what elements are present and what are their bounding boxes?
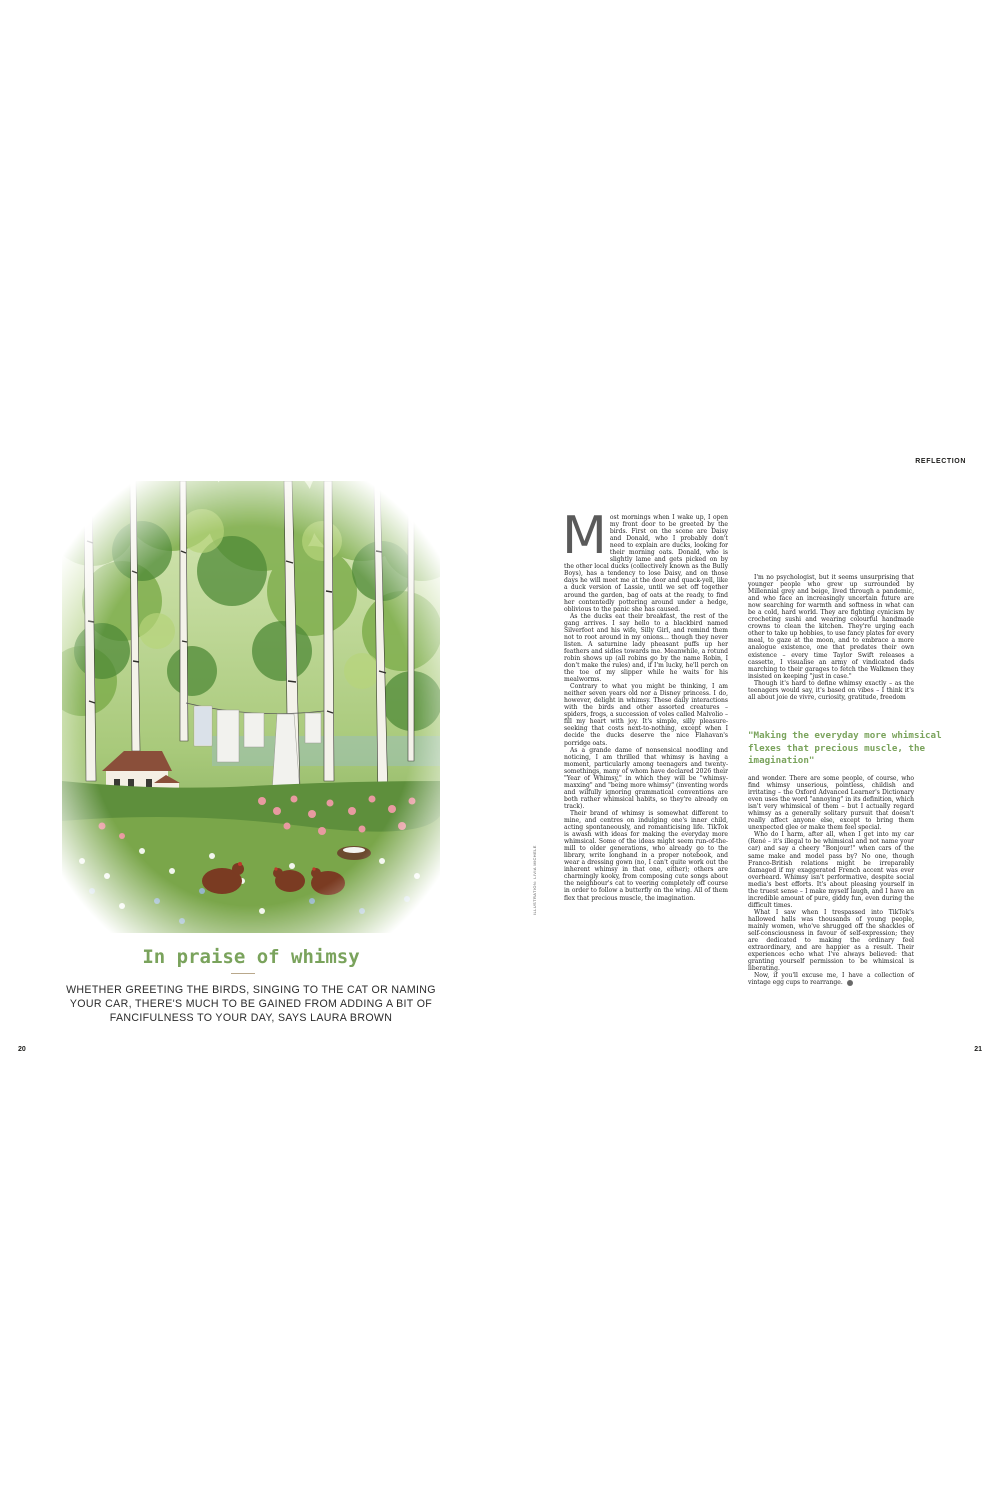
article-illustration — [62, 481, 440, 933]
title-divider — [231, 973, 255, 974]
body-paragraph: As the ducks eat their breakfast, the rest of the gang arrives. I say hello to a blackbird named Silverfoot and his wife, Silly Girl, and remind them not to root around in my onions… though they never listen. A saturnine lady pheasant puffs up her feathers and sidles towards me. Meanwhile, a rotund robin shows up (all robins go by the name Robin, I don't make the rules) and, if I'm lucky, he'll perch on the toe of my slipper while he waits for his mealworms. — [564, 612, 728, 684]
illustration-credit: ILLUSTRATION: LIVIA MICHELE — [532, 845, 537, 915]
page-number-right: 21 — [974, 1046, 982, 1053]
body-paragraph: Their brand of whimsy is somewhat different to mine, and centres on indulging one's inner child, acting spontaneously, and romanticising life. TikTok is awash with ideas for making the everyday more whimsical. Some of the ideas might seem run-of-the-mill to older generations, who already go to the library, write longhand in a proper notebook, and wear a dressing gown (no, I can't quite work out the inherent whimsy in that one, either); others are charmingly kooky, from composing cute songs about the neighbour's cat to veering completely off course in order to follow a butterfly on the wing. All of them flex that precious muscle, the imagination. — [564, 809, 728, 902]
body-paragraph: I'm no psychologist, but it seems unsurprising that younger people who grew up surrounded by Millennial grey and beige, lived through a pandemic, and who face an increasingly uncertain future are now searching for warmth and softness in what can be a cold, hard world. They are fighting cynicism by crocheting sushi and wearing colourful handmade crowns to clean the kitchen. They're urging each other to take up hobbies, to use fancy plates for every meal, to gaze at the moon, and to embrace a more analogue existence, one that predates their own existence – every time Taylor Swift releases a cassette, I visualise an army of vindicated dads marching to their garages to fetch the Walkmen they insisted on keeping "just in case." — [748, 574, 914, 680]
closing-sentence: Now, if you'll excuse me, I have a collection of vintage egg cups to rearrange. — [748, 972, 914, 987]
article-standfirst: WHETHER GREETING THE BIRDS, SINGING TO THE CAT OR NAMING YOUR CAR, THERE'S MUCH TO BE GAINED FROM ADDING A BIT OF FANCIFULNESS TO YOUR DAY, SAYS LAURA BROWN — [66, 984, 436, 1024]
article-title: In praise of whimsy — [142, 946, 360, 968]
body-column-1 — [562, 506, 728, 902]
body-paragraph: Though it's hard to define whimsy exactly – as the teenagers would say, it's based on vibes – I think it's all about joie de vivre, curiosity, gratitude, freedom — [748, 679, 914, 701]
section-label: REFLECTION — [915, 458, 966, 465]
body-paragraph — [748, 972, 914, 986]
drop-cap: M — [562, 506, 607, 566]
body-paragraph: and wonder. There are some people, of course, who find whimsy unserious, pointless, childish and irritating – the Oxford Advanced Learner's Dictionary even uses the word "annoying" in its definition, which isn't very whimsical of them – but I actually regard whimsy as a generally solitary pursuit that doesn't really affect anyone else, except to bring them unexpected glee or make them feel special. — [748, 775, 914, 832]
body-column-2-continued — [748, 775, 914, 986]
end-mark-icon — [847, 980, 853, 986]
pull-quote: "Making the everyday more whimsical flexes that precious muscle, the imagination" — [748, 730, 942, 766]
body-column-2 — [748, 574, 914, 701]
body-paragraph: As a grande dame of nonsensical noodling and noticing, I am thrilled that whimsy is having a moment, particularly among teenagers and twenty-somethings, many of whom have declared 2026 their "Year of Whimsy," in which they will be "whimsy-maxxing" and "being more whimsy" (inventing words and wilfully ignoring grammatical conventions are both rather whimsical habits, so they're already on track). — [564, 746, 728, 810]
body-paragraph: What I saw when I trespassed into TikTok's hallowed halls was thousands of young people, mainly women, who've shrugged off the shackles of self-consciousness in favour of self-expression; they are dedicated to making the ordinary feel extraordinary, and are happier as a result. Their experiences echo what I've always believed: that granting yourself permission to be whimsical is liberating. — [748, 908, 914, 973]
body-paragraph: Contrary to what you might be thinking, I am neither seven years old nor a Disney princess. I do, however, delight in whimsy. These daily interactions with the birds and other assorted creatures – spiders, frogs, a succession of voles called Malvolio – fill my heart with joy. It's simple, silly pleasure-seeking that costs next-to-nothing, except when I decide the ducks deserve the nice Flahavan's porridge oats. — [564, 683, 728, 747]
body-paragraph: Who do I harm, after all, when I get into my car (René – it's illegal to be whimsical and not name your car) and say a cheery "Bonjour!" when cars of the same make and model pass by? No one, though Franco-British relations might be irreparably damaged if my exaggerated French accent was ever overheard. Whimsy isn't performative, despite social media's best efforts. It's about pleasing yourself in the truest sense – I make myself laugh, and I have an incredible amount of pure, giddy fun, even during the difficult times. — [748, 831, 914, 909]
page-number-left: 20 — [18, 1046, 26, 1053]
body-paragraph: ost mornings when I wake up, I open my front door to be greeted by the birds. First on the scene are Daisy and Donald, who I probably don't need to explain are ducks, looking for their morning oats. Donald, who is slightly lame and gets picked on by the other local ducks (collectively known as the Bully Boys), has a tendency to lose Daisy, and on those days he will meet me at the door and quack-yell, like a duck version of Lassie, until we set off together around the garden, bag of oats at the ready, to find her contentedly pottering around under a hedge, oblivious to the panic she has caused. — [564, 514, 728, 613]
